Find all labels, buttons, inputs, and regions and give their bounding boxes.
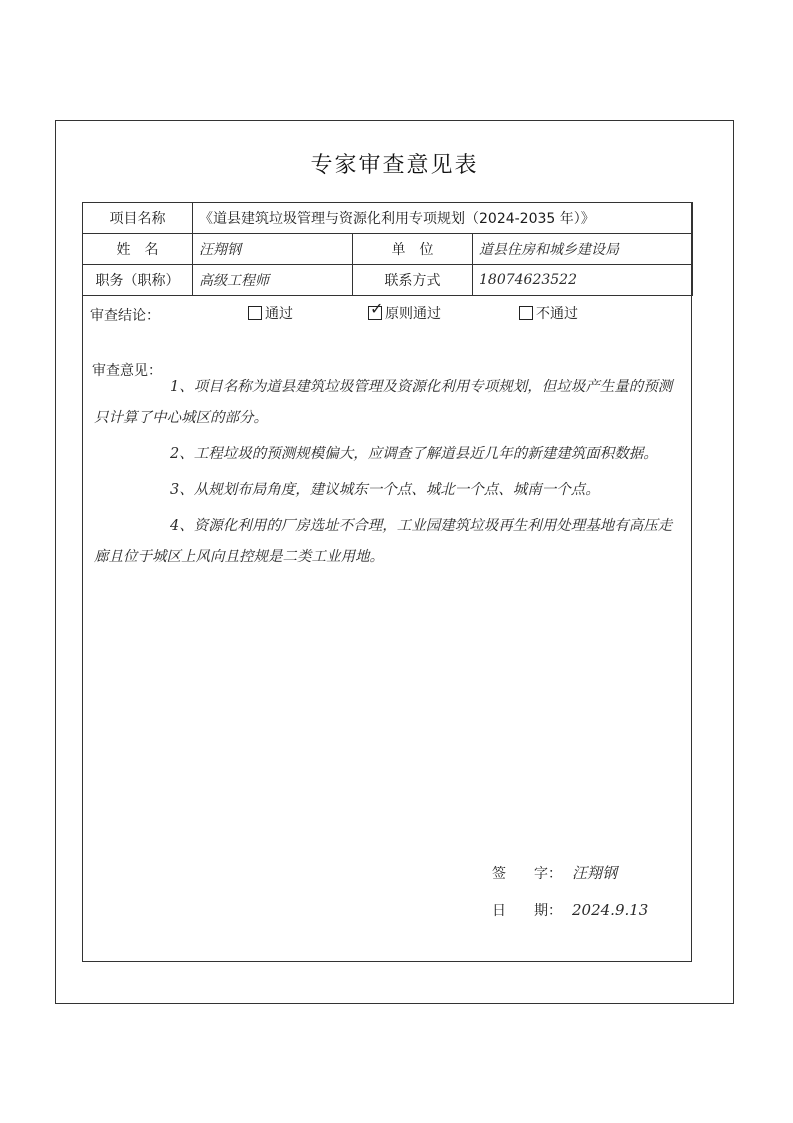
signature-row <box>492 862 617 883</box>
position-value: 高级工程师 <box>193 265 353 296</box>
option-pass[interactable] <box>248 303 293 323</box>
opinion-label: 审查意见： <box>92 363 162 379</box>
opinion-body <box>94 372 684 573</box>
unit-value: 道县住房和城乡建设局 <box>473 234 693 265</box>
checkbox-pass[interactable] <box>248 306 262 320</box>
option-principle-pass-label: 原则通过 <box>385 306 441 322</box>
name-value: 汪翔钢 <box>193 234 353 265</box>
checkbox-principle-pass[interactable] <box>368 299 384 320</box>
opinion-item: 4、资源化利用的厂房选址不合理，工业园建筑垃圾再生利用处理基地有高压走廊且位于城区上风向且控规是二类工业用地。 <box>94 518 673 565</box>
name-label: 姓 名 <box>83 234 193 265</box>
option-fail[interactable] <box>519 303 578 323</box>
signature-label: 签 字： <box>492 865 562 882</box>
page-title: 专家审查意见表 <box>310 153 479 178</box>
table-row <box>83 203 693 234</box>
date-value: 2024.9.13 <box>572 901 649 919</box>
opinion-item: 1、项目名称为道县建筑垃圾管理及资源化利用专项规划，但垃圾产生量的预测只计算了中心城区的部分。 <box>94 379 673 426</box>
opinion-item: 2、工程垃圾的预测规模偏大，应调查了解道县近几年的新建建筑面积数据。 <box>170 446 658 462</box>
opinion-item: 3、从规划布局角度，建议城东一个点、城北一个点、城南一个点。 <box>170 482 600 498</box>
table-row <box>83 265 693 296</box>
position-label: 职务（职称） <box>83 265 193 296</box>
unit-label: 单 位 <box>353 234 473 265</box>
date-row <box>492 900 648 920</box>
table-row <box>83 234 693 265</box>
contact-label: 联系方式 <box>353 265 473 296</box>
project-name-label: 项目名称 <box>83 203 193 234</box>
conclusion-row <box>82 298 692 328</box>
contact-value: 18074623522 <box>473 265 693 296</box>
option-pass-label: 通过 <box>265 306 293 322</box>
option-principle-pass[interactable] <box>368 299 441 323</box>
signature-value: 汪翔钢 <box>572 864 618 882</box>
option-fail-label: 不通过 <box>536 306 578 322</box>
project-name-value: 《道县建筑垃圾管理与资源化利用专项规划（2024-2035 年）》 <box>193 203 693 234</box>
info-table <box>82 202 693 296</box>
check-icon: ✓ <box>370 299 384 318</box>
date-label: 日 期： <box>492 903 562 919</box>
checkbox-fail[interactable] <box>519 306 533 320</box>
conclusion-label: 审查结论： <box>90 308 160 324</box>
